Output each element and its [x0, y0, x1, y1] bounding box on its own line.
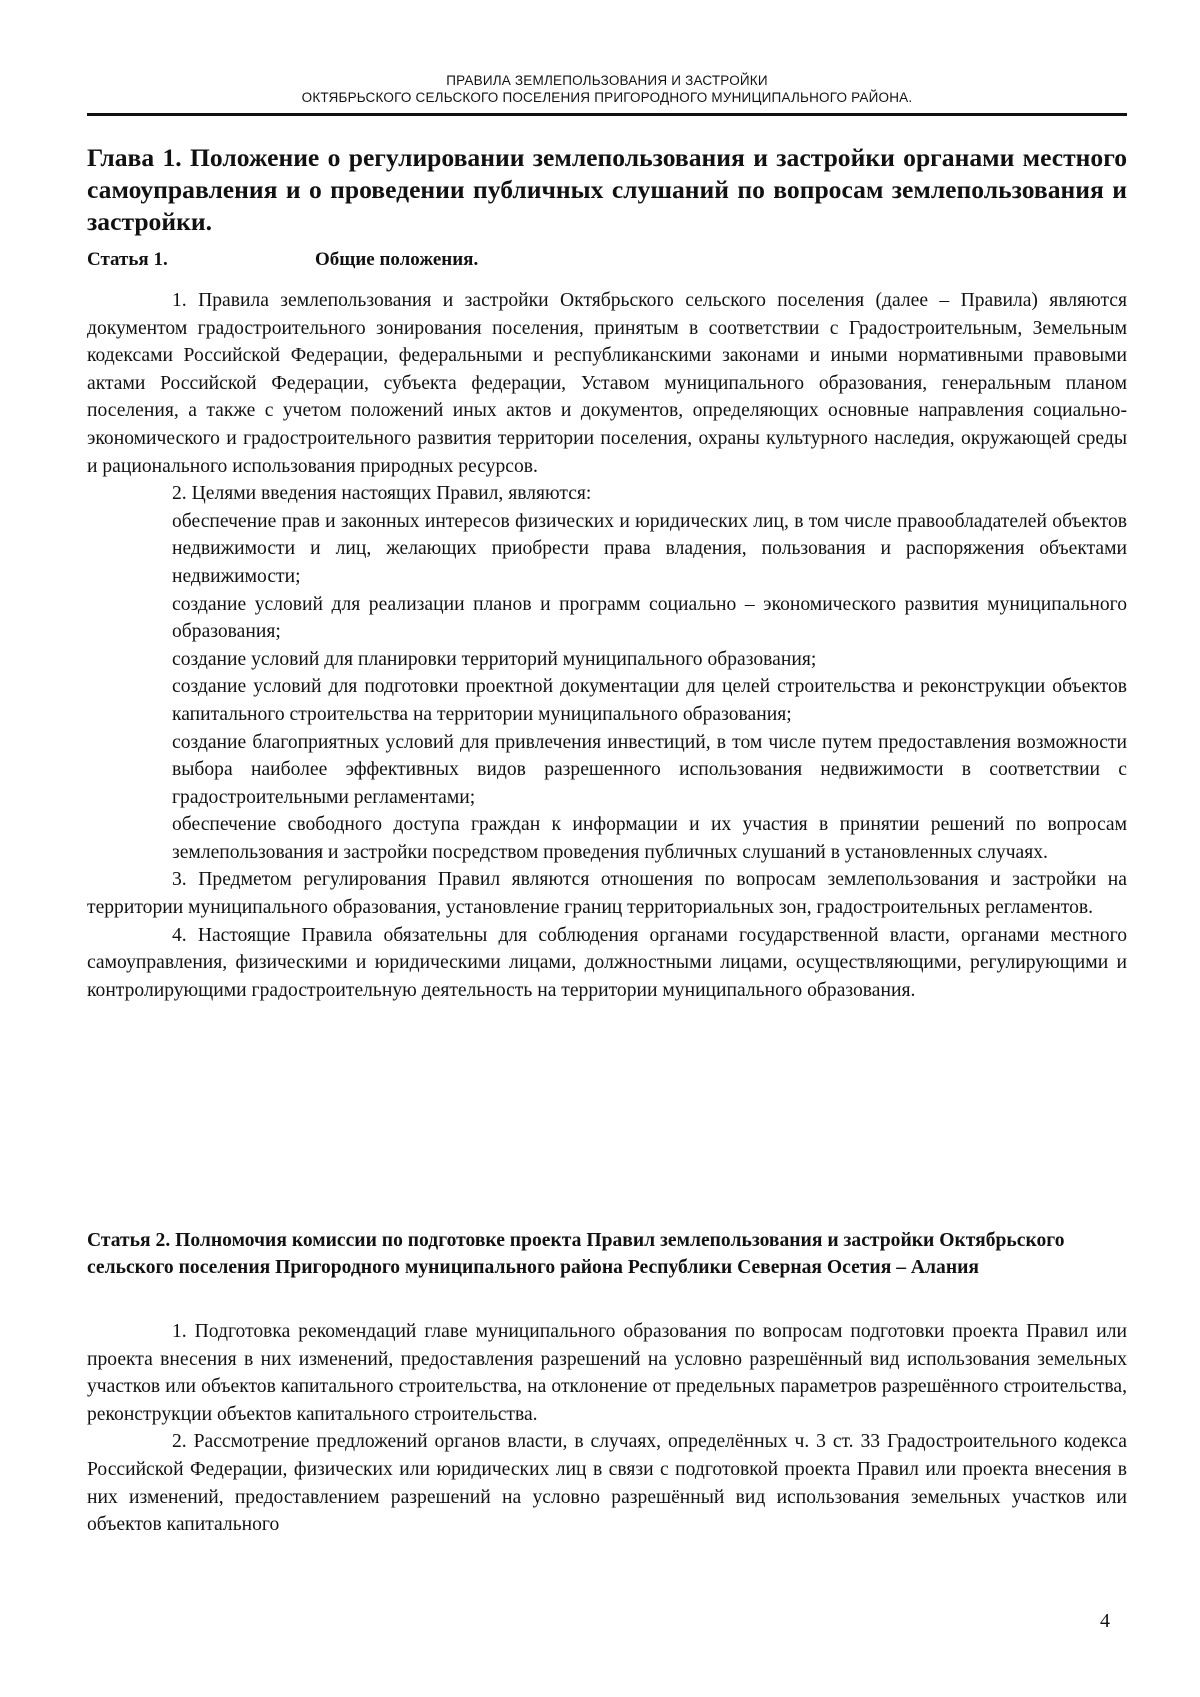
article1-number: Статья 1. — [87, 249, 168, 270]
goal-item: создание условий для реализации планов и программ социально – экономического развития муниципального образования; — [172, 593, 1127, 643]
header-divider — [87, 113, 1127, 116]
running-header-line2: ОКТЯБРЬСКОГО СЕЛЬСКОГО ПОСЕЛЕНИЯ ПРИГОРОДНОГО МУНИЦИПАЛЬНОГО РАЙОНА. — [301, 90, 913, 105]
article1-paragraph: 4. Настоящие Правила обязательны для соблюдения органами государственной власти, органами местного самоуправления, физическими и юридическими лицами, должностными лицами, осуществляющими, регулирующими и контролирующими градостроительную деятельность на территории муниципального образования. — [87, 924, 1127, 1001]
article1-paragraph: 1. Правила землепользования и застройки Октябрьского сельского поселения (далее – Правила) являются документом градостроительного зонирования поселения, принятым в соответствии с Градостроительным, Земельным кодексами Российской Федерации, федеральными и республиканскими законами и иными нормативными правовыми актами Российской Федерации, субъекта федерации, Уставом муниципального образования, генеральным планом поселения, а также с учетом положений иных актов и документов, определяющих основные направления социально-экономического и градостроительного развития территории поселения, охраны культурного наследия, окружающей среды и рационального использования природных ресурсов. — [87, 290, 1127, 477]
goal-item: создание условий для подготовки проектной документации для целей строительства и реконструкции объектов капитального строительства на территории муниципального образования; — [172, 676, 1127, 725]
article1-paragraph: 2. Целями введения настоящих Правил, являются: — [172, 483, 592, 505]
goal-item: обеспечение свободного доступа граждан к информации и их участия в принятии решений по вопросам землепользования и застройки посредством проведения публичных слушаний в установленных случаях. — [172, 814, 1127, 863]
article2-paragraph: 2. Рассмотрение предложений органов власти, в случаях, определённых ч. 3 ст. 33 Градостроительного кодекса Российской Федерации, физических или юридических лиц в связи с подготовкой проекта Правил или проекта внесения в них изменений, предоставлением разрешений на условно разрешённый вид использования земельных участков или объектов капитального — [87, 1431, 1127, 1536]
goal-item: создание благоприятных условий для привлечения инвестиций, в том числе путем предоставления возможности выбора наиболее эффективных видов разрешенного использования недвижимости в соответствии с градостроительными регламентами; — [172, 731, 1127, 808]
article2-heading: Статья 2. Полномочия комиссии по подготовке проекта Правил землепользования и застройки Октябрьского сельского поселения Пригородного муниципального района Республики Северная Осетия – Алания — [87, 1230, 1065, 1278]
article1-paragraph: 3. Предметом регулирования Правил являются отношения по вопросам землепользования и застройки на территории муниципального образования, установление границ территориальных зон, градостроительных регламентов. — [87, 869, 1127, 919]
article1-heading — [87, 246, 1127, 273]
page-number: 4 — [1100, 1610, 1110, 1632]
article1-body — [87, 287, 1127, 1004]
goal-item: обеспечение прав и законных интересов физических и юридических лиц, в том числе правообладателей объектов недвижимости и лиц, желающих приобрести права владения, пользования и распоряжения объектами недвижимости; — [172, 510, 1127, 587]
running-header — [87, 72, 1127, 106]
running-header-line1: ПРАВИЛА ЗЕМЛЕПОЛЬЗОВАНИЯ И ЗАСТРОЙКИ — [446, 73, 768, 88]
goal-item: создание условий для планировки территорий муниципального образования; — [172, 648, 817, 670]
chapter-title: Глава 1. Положение о регулировании землепользования и застройки органами местного самоуправления и о проведении публичных слушаний по вопросам землепользования и застройки. — [87, 143, 1127, 236]
article2-body — [87, 1318, 1127, 1539]
article2-paragraph: 1. Подготовка рекомендаций главе муниципального образования по вопросам подготовки проекта Правил или проекта внесения в них изменений, предоставления разрешений на условно разрешённый вид использования земельных участков или объектов капитального строительства, на отклонение от предельных параметров разрешённого строительства, реконструкции объектов капитального строительства. — [87, 1321, 1127, 1425]
article1-title: Общие положения. — [315, 249, 479, 270]
